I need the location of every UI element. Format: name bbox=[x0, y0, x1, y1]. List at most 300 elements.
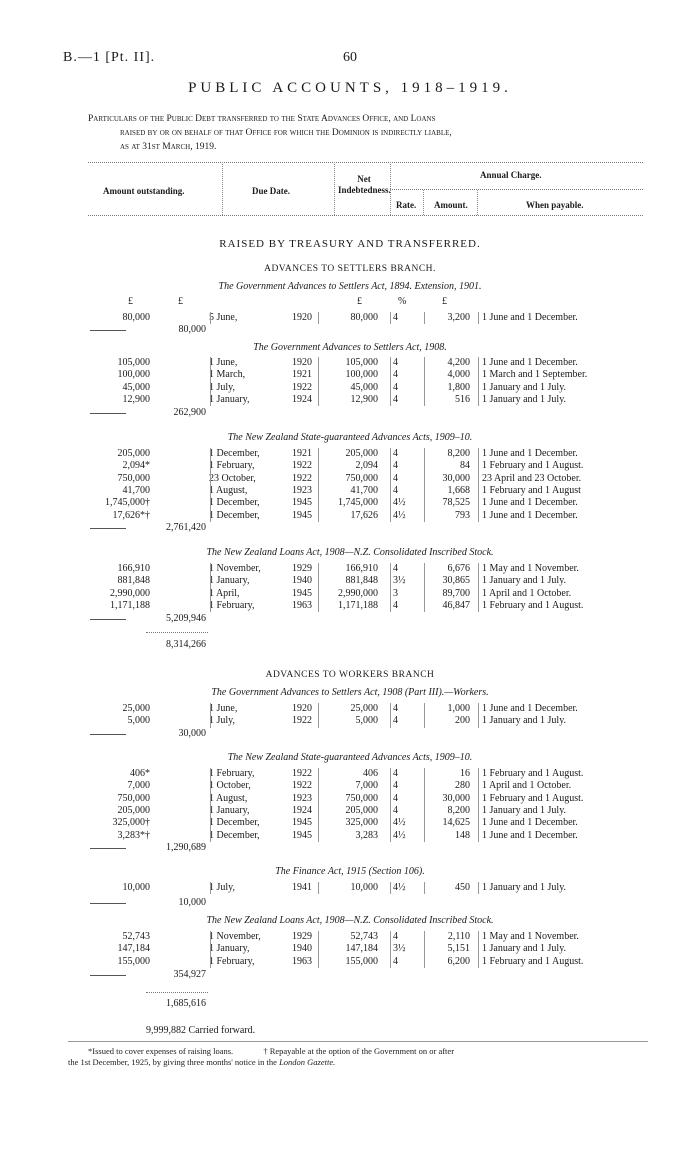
rate-cell: 4 bbox=[393, 484, 398, 496]
due-year-cell: 1945 bbox=[292, 509, 312, 521]
annual-amount-cell: 4,200 bbox=[447, 357, 470, 368]
table-row bbox=[0, 600, 700, 612]
due-year-cell: 1963 bbox=[292, 955, 312, 967]
column-separator bbox=[210, 931, 211, 968]
column-header-annual: Annual Charge. bbox=[480, 170, 542, 180]
rate-cell: 4½ bbox=[393, 829, 406, 841]
table-row bbox=[0, 575, 700, 587]
header-bottom-rule bbox=[88, 215, 643, 216]
rate-cell: 4 bbox=[393, 563, 398, 574]
rate-cell: 3½ bbox=[393, 943, 406, 955]
column-separator bbox=[318, 448, 319, 522]
when-payable-cell: 1 January and 1 July. bbox=[482, 575, 567, 587]
when-payable-cell: 23 April and 23 October. bbox=[482, 472, 582, 484]
column-separator bbox=[478, 563, 479, 612]
intro-line-1: Particulars of the Public Debt transferred to the State Advances Office, and Loans bbox=[88, 114, 436, 124]
column-separator bbox=[210, 703, 211, 728]
group-subtotal: 354,927 bbox=[173, 969, 206, 980]
column-separator bbox=[210, 448, 211, 522]
table-row bbox=[0, 448, 700, 460]
table-row bbox=[0, 715, 700, 727]
table-row bbox=[0, 357, 700, 369]
due-day-cell: 1 June, bbox=[209, 357, 238, 368]
column-separator bbox=[478, 448, 479, 522]
subtotal-dash bbox=[90, 528, 126, 529]
subtotal-dash bbox=[90, 619, 126, 620]
amount-cell: 3,283*† bbox=[117, 829, 150, 841]
net-indebtedness-cell: 750,000 bbox=[345, 792, 378, 804]
table-row bbox=[0, 793, 700, 805]
when-payable-cell: 1 June and 1 December. bbox=[482, 357, 578, 368]
act-title: The New Zealand Loans Act, 1908—N.Z. Consolidated Inscribed Stock. bbox=[206, 547, 494, 558]
when-payable-cell: 1 February and 1 August. bbox=[482, 792, 584, 804]
when-payable-cell: 1 June and 1 December. bbox=[482, 312, 578, 323]
table-row bbox=[0, 460, 700, 472]
amount-cell: 2,094* bbox=[122, 460, 150, 472]
column-separator bbox=[478, 882, 479, 894]
when-payable-cell: 1 February and 1 August. bbox=[482, 955, 584, 967]
due-year-cell: 1920 bbox=[292, 703, 312, 714]
net-indebtedness-cell: 205,000 bbox=[345, 448, 378, 459]
annual-amount-cell: 78,525 bbox=[442, 497, 470, 509]
due-year-cell: 1929 bbox=[292, 563, 312, 574]
column-header-when: When payable. bbox=[526, 200, 584, 210]
column-separator bbox=[210, 357, 211, 406]
rate-cell: 4½ bbox=[393, 882, 406, 893]
annual-amount-cell: 16 bbox=[460, 768, 470, 779]
act-title: The Government Advances to Settlers Act, 1908 (Part III).—Workers. bbox=[211, 687, 489, 698]
when-payable-cell: 1 April and 1 October. bbox=[482, 587, 572, 599]
when-payable-cell: 1 June and 1 December. bbox=[482, 703, 578, 714]
group-subtotal: 2,761,420 bbox=[166, 522, 206, 533]
when-payable-cell: 1 January and 1 July. bbox=[482, 804, 567, 816]
due-day-cell: 1 January, bbox=[209, 804, 250, 816]
due-year-cell: 1920 bbox=[292, 312, 312, 323]
due-year-cell: 1922 bbox=[292, 381, 312, 393]
footnote bbox=[68, 1046, 648, 1068]
net-indebtedness-cell: 80,000 bbox=[350, 312, 378, 323]
act-title: The Government Advances to Settlers Act, 1908. bbox=[253, 342, 447, 353]
net-indebtedness-cell: 325,000 bbox=[345, 817, 378, 829]
footnote-dagger-b: the 1st December, 1925, by giving three months' notice in the bbox=[68, 1057, 280, 1067]
due-year-cell: 1920 bbox=[292, 357, 312, 368]
net-indebtedness-cell: 5,000 bbox=[355, 715, 378, 727]
amount-cell: 105,000 bbox=[117, 357, 150, 368]
column-separator bbox=[318, 563, 319, 612]
annual-amount-cell: 3,200 bbox=[447, 312, 470, 323]
rate-cell: 4 bbox=[393, 715, 398, 727]
net-indebtedness-cell: 2,094 bbox=[355, 460, 378, 472]
unit-row bbox=[0, 296, 700, 308]
when-payable-cell: 1 January and 1 July. bbox=[482, 882, 567, 893]
column-separator bbox=[318, 312, 319, 324]
amount-cell: 1,171,188 bbox=[110, 599, 150, 611]
table-row bbox=[0, 394, 700, 406]
column-separator bbox=[478, 703, 479, 728]
amount-cell: 12,900 bbox=[122, 393, 150, 405]
header-divider bbox=[423, 190, 424, 215]
table-row bbox=[0, 473, 700, 485]
when-payable-cell: 1 February and 1 August. bbox=[482, 460, 584, 472]
rate-cell: 4 bbox=[393, 599, 398, 611]
annual-amount-cell: 30,000 bbox=[442, 472, 470, 484]
due-year-cell: 1940 bbox=[292, 943, 312, 955]
amount-cell: 52,743 bbox=[122, 931, 150, 942]
table-row bbox=[0, 805, 700, 817]
amount-cell: 406* bbox=[130, 768, 150, 779]
net-indebtedness-cell: 1,171,188 bbox=[338, 599, 378, 611]
rate-cell: 4 bbox=[393, 780, 398, 792]
annual-amount-cell: 5,151 bbox=[447, 943, 470, 955]
net-indebtedness-cell: 25,000 bbox=[350, 703, 378, 714]
net-indebtedness-cell: 10,000 bbox=[350, 882, 378, 893]
when-payable-cell: 1 May and 1 November. bbox=[482, 931, 579, 942]
column-header-net: Net Indebtedness. bbox=[338, 174, 391, 195]
due-day-cell: 1 April, bbox=[209, 587, 240, 599]
when-payable-cell: 1 May and 1 November. bbox=[482, 563, 579, 574]
branch-title: ADVANCES TO WORKERS BRANCH bbox=[265, 670, 435, 680]
column-separator bbox=[424, 882, 425, 894]
unit-pound: £ bbox=[442, 296, 447, 307]
amount-cell: 750,000 bbox=[117, 792, 150, 804]
table-row bbox=[0, 768, 700, 780]
table-row bbox=[0, 882, 700, 894]
annual-amount-cell: 1,000 bbox=[447, 703, 470, 714]
column-separator bbox=[390, 563, 391, 612]
due-year-cell: 1922 bbox=[292, 460, 312, 472]
due-year-cell: 1921 bbox=[292, 448, 312, 459]
annual-amount-cell: 280 bbox=[455, 780, 470, 792]
column-separator bbox=[318, 882, 319, 894]
column-separator bbox=[390, 703, 391, 728]
net-indebtedness-cell: 881,848 bbox=[345, 575, 378, 587]
annual-amount-cell: 30,000 bbox=[442, 792, 470, 804]
column-separator bbox=[210, 312, 211, 324]
column-separator bbox=[424, 768, 425, 842]
amount-cell: 80,000 bbox=[122, 312, 150, 323]
net-indebtedness-cell: 100,000 bbox=[345, 369, 378, 381]
rate-cell: 4 bbox=[393, 369, 398, 381]
rate-cell: 4 bbox=[393, 393, 398, 405]
group-subtotal: 30,000 bbox=[178, 728, 206, 739]
column-separator bbox=[210, 563, 211, 612]
annual-amount-cell: 84 bbox=[460, 460, 470, 472]
amount-cell: 325,000† bbox=[112, 817, 150, 829]
table-row bbox=[0, 382, 700, 394]
column-separator bbox=[210, 768, 211, 842]
due-day-cell: 1 February, bbox=[209, 599, 255, 611]
subtotal-dash bbox=[90, 413, 126, 414]
due-day-cell: 1 October, bbox=[209, 780, 251, 792]
due-day-cell: 1 December, bbox=[209, 497, 260, 509]
header-divider bbox=[334, 162, 335, 215]
due-day-cell: 1 December, bbox=[209, 829, 260, 841]
group-subtotal: 1,290,689 bbox=[166, 842, 206, 853]
amount-cell: 25,000 bbox=[122, 703, 150, 714]
net-indebtedness-cell: 750,000 bbox=[345, 472, 378, 484]
rate-cell: 4½ bbox=[393, 497, 406, 509]
act-title: The New Zealand Loans Act, 1908—N.Z. Consolidated Inscribed Stock. bbox=[206, 915, 494, 926]
when-payable-cell: 1 January and 1 July. bbox=[482, 393, 567, 405]
section-grand-total: 1,685,616 bbox=[166, 998, 206, 1009]
column-separator bbox=[318, 357, 319, 406]
net-indebtedness-cell: 155,000 bbox=[345, 955, 378, 967]
rate-cell: 4 bbox=[393, 703, 398, 714]
amount-cell: 205,000 bbox=[117, 804, 150, 816]
net-indebtedness-cell: 3,283 bbox=[355, 829, 378, 841]
due-day-cell: 1 August, bbox=[209, 484, 248, 496]
amount-cell: 2,990,000 bbox=[110, 587, 150, 599]
total-rule bbox=[146, 632, 208, 633]
when-payable-cell: 1 June and 1 December. bbox=[482, 497, 578, 509]
table-row bbox=[0, 780, 700, 792]
when-payable-cell: 1 January and 1 July. bbox=[482, 381, 567, 393]
column-separator bbox=[424, 931, 425, 968]
annual-amount-cell: 450 bbox=[455, 882, 470, 893]
column-separator bbox=[318, 931, 319, 968]
when-payable-cell: 1 February and 1 August. bbox=[482, 599, 584, 611]
due-day-cell: 1 March, bbox=[209, 369, 246, 381]
amount-cell: 147,184 bbox=[117, 943, 150, 955]
due-year-cell: 1945 bbox=[292, 817, 312, 829]
rate-cell: 4½ bbox=[393, 509, 406, 521]
due-day-cell: 1 January, bbox=[209, 943, 250, 955]
net-indebtedness-cell: 52,743 bbox=[350, 931, 378, 942]
when-payable-cell: 1 March and 1 September. bbox=[482, 369, 588, 381]
intro-line-2: raised by or on behalf of that Office for which the Dominion is indirectly liable, bbox=[120, 128, 452, 138]
total-rule bbox=[146, 992, 208, 993]
when-payable-cell: 1 June and 1 December. bbox=[482, 509, 578, 521]
amount-cell: 7,000 bbox=[127, 780, 150, 792]
net-indebtedness-cell: 166,910 bbox=[345, 563, 378, 574]
annual-amount-cell: 8,200 bbox=[447, 448, 470, 459]
intro-paragraph bbox=[88, 112, 643, 154]
column-separator bbox=[424, 357, 425, 406]
intro-line-3: as at 31st March, 1919. bbox=[120, 142, 217, 152]
due-year-cell: 1945 bbox=[292, 587, 312, 599]
column-header-rate: Rate. bbox=[396, 200, 417, 210]
net-indebtedness-cell: 41,700 bbox=[350, 484, 378, 496]
column-separator bbox=[424, 312, 425, 324]
subtotal-dash bbox=[90, 903, 126, 904]
annual-amount-cell: 1,800 bbox=[447, 381, 470, 393]
rate-cell: 4 bbox=[393, 312, 398, 323]
amount-cell: 17,626*† bbox=[112, 509, 150, 521]
annual-amount-cell: 2,110 bbox=[447, 931, 470, 942]
when-payable-cell: 1 February and 1 August bbox=[482, 484, 581, 496]
column-separator bbox=[478, 931, 479, 968]
when-payable-cell: 1 June and 1 December. bbox=[482, 829, 578, 841]
column-separator bbox=[478, 357, 479, 406]
due-day-cell: 1 February, bbox=[209, 955, 255, 967]
carried-forward: 9,999,882 Carried forward. bbox=[146, 1025, 256, 1036]
act-title: The Government Advances to Settlers Act, 1894. Extension, 1901. bbox=[218, 281, 482, 292]
rate-cell: 4 bbox=[393, 448, 398, 459]
table-row bbox=[0, 703, 700, 715]
annual-amount-cell: 8,200 bbox=[447, 804, 470, 816]
column-separator bbox=[478, 312, 479, 324]
net-indebtedness-cell: 205,000 bbox=[345, 804, 378, 816]
due-day-cell: 1 July, bbox=[209, 381, 236, 393]
footnote-gazette: London Gazette. bbox=[279, 1057, 336, 1067]
header-divider bbox=[222, 162, 223, 215]
section-title: RAISED BY TREASURY AND TRANSFERRED. bbox=[219, 238, 481, 250]
due-year-cell: 1929 bbox=[292, 931, 312, 942]
due-day-cell: 1 July, bbox=[209, 715, 236, 727]
due-year-cell: 1945 bbox=[292, 497, 312, 509]
group-subtotal: 80,000 bbox=[178, 324, 206, 335]
unit-pound: £ bbox=[128, 296, 133, 307]
table-row bbox=[0, 563, 700, 575]
due-day-cell: 1 December, bbox=[209, 817, 260, 829]
rate-cell: 3 bbox=[393, 587, 398, 599]
annual-amount-cell: 6,200 bbox=[447, 955, 470, 967]
amount-cell: 1,745,000† bbox=[105, 497, 150, 509]
amount-cell: 155,000 bbox=[117, 955, 150, 967]
annual-amount-cell: 30,865 bbox=[442, 575, 470, 587]
column-separator bbox=[318, 768, 319, 842]
group-subtotal: 262,900 bbox=[173, 407, 206, 418]
header-divider bbox=[477, 190, 478, 215]
due-day-cell: 1 November, bbox=[209, 931, 261, 942]
subtotal-dash bbox=[90, 330, 126, 331]
amount-cell: 10,000 bbox=[122, 882, 150, 893]
due-day-cell: 1 November, bbox=[209, 563, 261, 574]
page-reference: B.—1 [Pt. II]. bbox=[63, 50, 156, 65]
column-separator bbox=[390, 357, 391, 406]
annual-amount-cell: 793 bbox=[455, 509, 470, 521]
net-indebtedness-cell: 12,900 bbox=[350, 393, 378, 405]
due-year-cell: 1963 bbox=[292, 599, 312, 611]
unit-pound: £ bbox=[357, 296, 362, 307]
due-year-cell: 1922 bbox=[292, 472, 312, 484]
annual-amount-cell: 148 bbox=[455, 829, 470, 841]
due-year-cell: 1940 bbox=[292, 575, 312, 587]
amount-cell: 41,700 bbox=[122, 484, 150, 496]
due-year-cell: 1945 bbox=[292, 829, 312, 841]
rate-cell: 4 bbox=[393, 768, 398, 779]
amount-cell: 881,848 bbox=[117, 575, 150, 587]
annual-amount-cell: 14,625 bbox=[442, 817, 470, 829]
column-separator bbox=[390, 931, 391, 968]
table-row bbox=[0, 956, 700, 968]
due-year-cell: 1924 bbox=[292, 804, 312, 816]
table-row bbox=[0, 485, 700, 497]
column-header-due: Due Date. bbox=[252, 186, 290, 196]
annual-charge-rule bbox=[390, 189, 643, 190]
annual-amount-cell: 89,700 bbox=[442, 587, 470, 599]
table-row bbox=[0, 369, 700, 381]
when-payable-cell: 1 February and 1 August. bbox=[482, 768, 584, 779]
net-indebtedness-cell: 1,745,000 bbox=[338, 497, 378, 509]
table-row bbox=[0, 943, 700, 955]
due-day-cell: 1 January, bbox=[209, 393, 250, 405]
net-indebtedness-cell: 105,000 bbox=[345, 357, 378, 368]
rate-cell: 4 bbox=[393, 381, 398, 393]
due-year-cell: 1922 bbox=[292, 780, 312, 792]
rate-cell: 4 bbox=[393, 955, 398, 967]
annual-amount-cell: 6,676 bbox=[447, 563, 470, 574]
rate-cell: 4½ bbox=[393, 817, 406, 829]
column-header-amount: Amount outstanding. bbox=[103, 186, 185, 196]
group-subtotal: 10,000 bbox=[178, 897, 206, 908]
branch-title: ADVANCES TO SETTLERS BRANCH. bbox=[264, 264, 436, 274]
table-row bbox=[0, 588, 700, 600]
due-year-cell: 1923 bbox=[292, 484, 312, 496]
annual-amount-cell: 200 bbox=[455, 715, 470, 727]
due-year-cell: 1922 bbox=[292, 715, 312, 727]
page-title: PUBLIC ACCOUNTS, 1918–1919. bbox=[188, 80, 512, 96]
amount-cell: 45,000 bbox=[122, 381, 150, 393]
when-payable-cell: 1 January and 1 July. bbox=[482, 943, 567, 955]
due-year-cell: 1941 bbox=[292, 882, 312, 893]
group-subtotal: 5,209,946 bbox=[166, 613, 206, 624]
net-indebtedness-cell: 2,990,000 bbox=[338, 587, 378, 599]
rate-cell: 4 bbox=[393, 804, 398, 816]
rate-cell: 3½ bbox=[393, 575, 406, 587]
act-title: The New Zealand State-guaranteed Advances Acts, 1909–10. bbox=[227, 432, 473, 443]
column-separator bbox=[424, 448, 425, 522]
when-payable-cell: 1 January and 1 July. bbox=[482, 715, 567, 727]
act-title: The New Zealand State-guaranteed Advances Acts, 1909–10. bbox=[227, 752, 473, 763]
amount-cell: 5,000 bbox=[127, 715, 150, 727]
subtotal-dash bbox=[90, 975, 126, 976]
when-payable-cell: 1 April and 1 October. bbox=[482, 780, 572, 792]
net-indebtedness-cell: 45,000 bbox=[350, 381, 378, 393]
annual-amount-cell: 4,000 bbox=[447, 369, 470, 381]
rate-cell: 4 bbox=[393, 357, 398, 368]
due-day-cell: 1 January, bbox=[209, 575, 250, 587]
due-day-cell: 1 August, bbox=[209, 792, 248, 804]
unit-percent: % bbox=[398, 296, 407, 307]
rate-cell: 4 bbox=[393, 931, 398, 942]
table-row bbox=[0, 497, 700, 509]
table-row bbox=[0, 817, 700, 829]
amount-cell: 100,000 bbox=[117, 369, 150, 381]
annual-amount-cell: 516 bbox=[455, 393, 470, 405]
column-separator bbox=[390, 312, 391, 324]
due-day-cell: 5 June, bbox=[209, 312, 238, 323]
due-day-cell: 1 June, bbox=[209, 703, 238, 714]
page-number: 60 bbox=[343, 50, 357, 65]
annual-amount-cell: 1,668 bbox=[447, 484, 470, 496]
amount-cell: 750,000 bbox=[117, 472, 150, 484]
rate-cell: 4 bbox=[393, 792, 398, 804]
net-indebtedness-cell: 406 bbox=[363, 768, 378, 779]
amount-cell: 166,910 bbox=[117, 563, 150, 574]
amount-cell: 205,000 bbox=[117, 448, 150, 459]
rate-cell: 4 bbox=[393, 472, 398, 484]
subtotal-dash bbox=[90, 848, 126, 849]
column-separator bbox=[424, 563, 425, 612]
table-row bbox=[0, 510, 700, 522]
due-year-cell: 1922 bbox=[292, 768, 312, 779]
subtotal-dash bbox=[90, 734, 126, 735]
section-grand-total: 8,314,266 bbox=[166, 639, 206, 650]
column-header-ann-amount: Amount. bbox=[434, 200, 468, 210]
table-row bbox=[0, 312, 700, 324]
net-indebtedness-cell: 7,000 bbox=[355, 780, 378, 792]
column-separator bbox=[478, 768, 479, 842]
due-day-cell: 23 October, bbox=[209, 472, 256, 484]
when-payable-cell: 1 June and 1 December. bbox=[482, 448, 578, 459]
header-top-rule bbox=[88, 162, 643, 163]
when-payable-cell: 1 June and 1 December. bbox=[482, 817, 578, 829]
due-day-cell: 1 December, bbox=[209, 509, 260, 521]
table-row bbox=[0, 931, 700, 943]
footnote-star: *Issued to cover expenses of raising loans. bbox=[88, 1046, 234, 1056]
due-day-cell: 1 July, bbox=[209, 882, 236, 893]
